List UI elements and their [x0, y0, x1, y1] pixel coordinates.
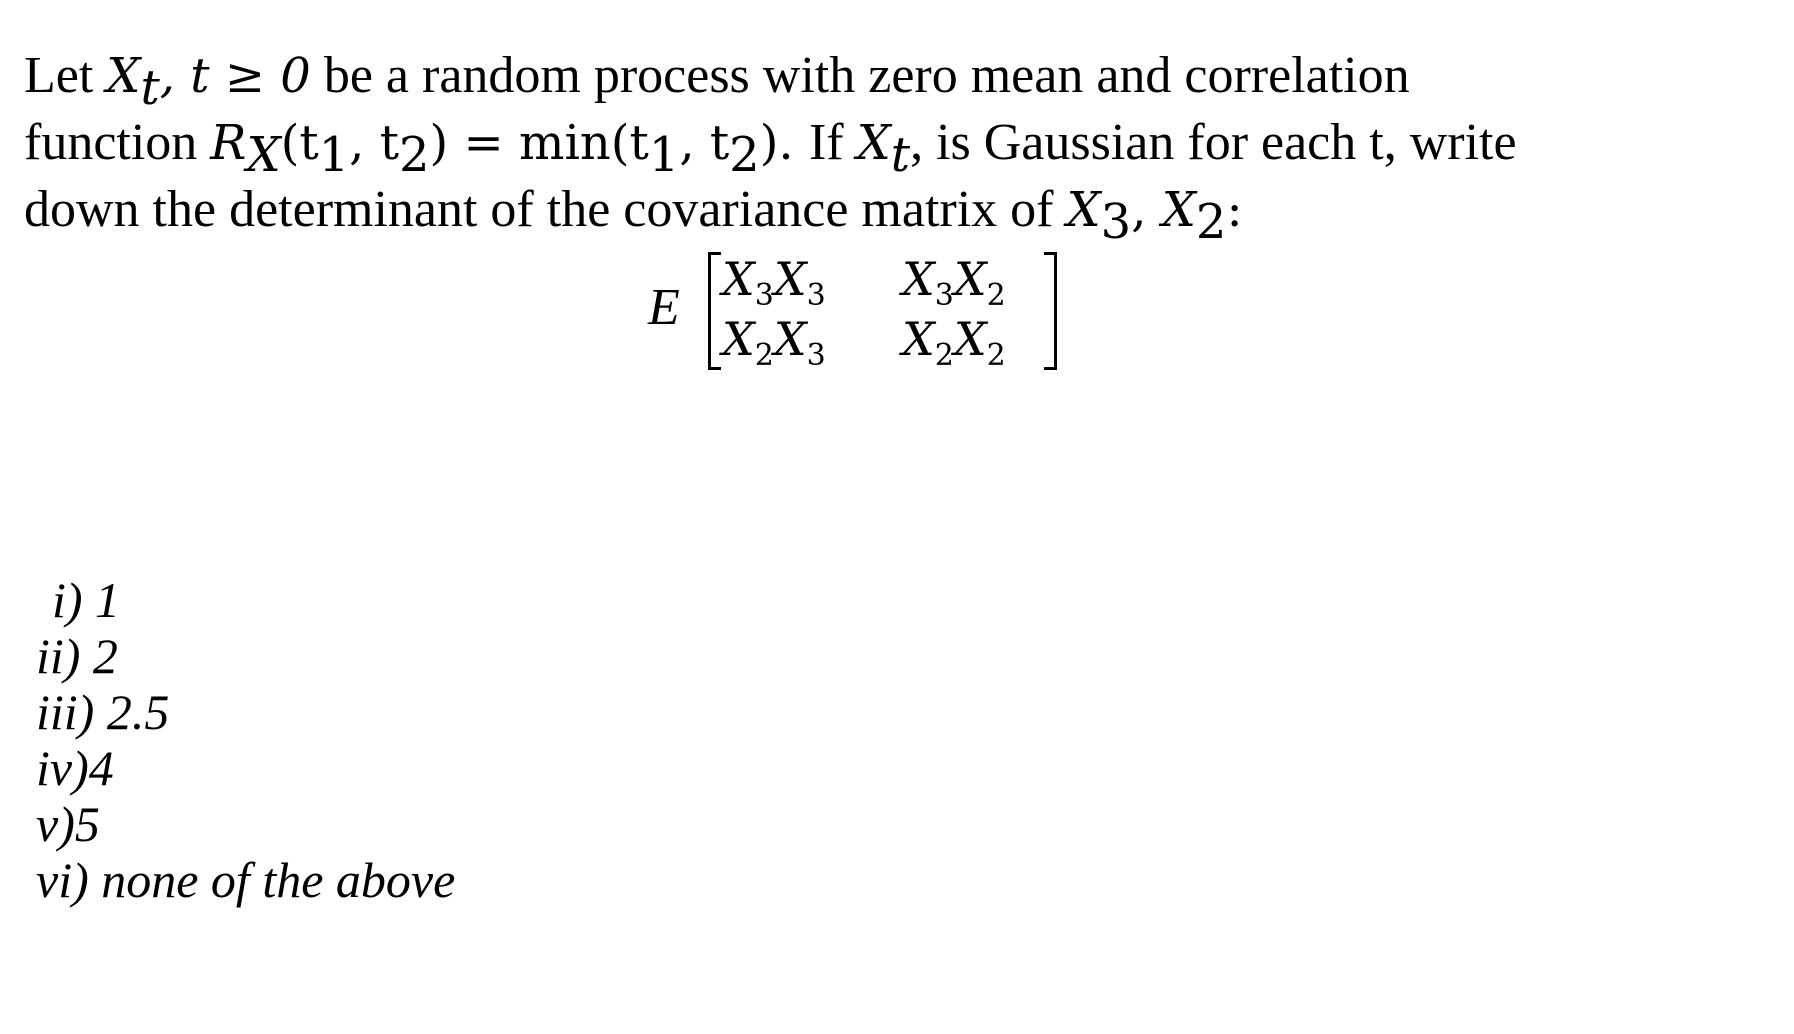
variable-x: X: [1066, 182, 1101, 238]
matrix-cell-2-1: [722, 312, 826, 373]
question-text: [24, 42, 1764, 250]
option-iv: iv)4: [36, 740, 114, 796]
math-fragment: ) = min(t: [429, 115, 649, 171]
subscript-2: 2: [398, 127, 430, 183]
cell-variable: X: [902, 312, 935, 366]
cell-variable: X: [773, 312, 807, 366]
subscript-3: 3: [1100, 194, 1132, 250]
cell-variable: X: [722, 252, 755, 306]
option-iii: iii) 2.5: [36, 684, 170, 740]
variable-x: X: [106, 48, 141, 104]
math-condition: , t ≥ 0: [159, 48, 311, 104]
math-fragment: ,: [1131, 182, 1162, 238]
question-text-fragment: , is Gaussian for each t, write: [910, 114, 1517, 171]
cell-variable: X: [902, 252, 935, 306]
subscript-t: t: [890, 127, 911, 183]
option-vi: vi) none of the above: [36, 852, 456, 908]
expectation-symbol: E: [648, 279, 680, 336]
matrix-cell-1-2: [902, 252, 1006, 313]
cell-subscript: 2: [986, 338, 1006, 373]
math-fragment: (t: [280, 115, 319, 171]
cell-subscript: 3: [754, 278, 774, 313]
variable-x: X: [1161, 182, 1196, 238]
subscript-2: 2: [1195, 194, 1227, 250]
option-i: i) 1: [52, 572, 121, 628]
question-text-fragment: Let: [24, 47, 107, 104]
question-text-fragment: function: [24, 114, 211, 171]
cell-variable: X: [953, 252, 987, 306]
math-fragment: :: [1226, 182, 1243, 238]
cell-subscript: 3: [934, 278, 954, 313]
right-bracket: [1044, 252, 1057, 370]
question-text-fragment: be a random process with zero mean and correlation: [310, 47, 1410, 104]
cell-variable: X: [953, 312, 987, 366]
question-line-3: [24, 176, 1764, 250]
variable-x: X: [856, 115, 891, 171]
matrix-cell-2-2: [902, 312, 1006, 373]
covariance-matrix: [648, 244, 1068, 374]
subscript-t: t: [140, 60, 160, 116]
math-fragment: , t: [349, 115, 399, 171]
variable-r: R: [210, 115, 247, 171]
option-v: v)5: [36, 796, 100, 852]
subscript-1: 1: [648, 127, 680, 183]
cell-subscript: 2: [986, 278, 1006, 313]
subscript-1: 1: [318, 127, 350, 183]
math-fragment: , t: [679, 115, 730, 171]
cell-subscript: 2: [934, 338, 954, 373]
math-fragment: ).: [759, 115, 809, 171]
question-line-2: [24, 109, 1764, 183]
cell-variable: X: [773, 252, 807, 306]
option-ii: ii) 2: [36, 628, 118, 684]
matrix-cell-1-1: [722, 252, 826, 313]
question-text-fragment: If: [808, 114, 857, 171]
subscript-2: 2: [729, 127, 760, 183]
cell-subscript: 2: [754, 338, 774, 373]
subscript-x: X: [246, 127, 281, 183]
question-text-fragment: down the determinant of the covariance matrix of: [24, 181, 1067, 238]
cell-variable: X: [722, 312, 755, 366]
cell-subscript: 3: [806, 278, 826, 313]
cell-subscript: 3: [806, 338, 826, 373]
left-bracket: [708, 252, 721, 370]
answer-options: [36, 572, 455, 908]
question-line-1: [24, 42, 1764, 116]
